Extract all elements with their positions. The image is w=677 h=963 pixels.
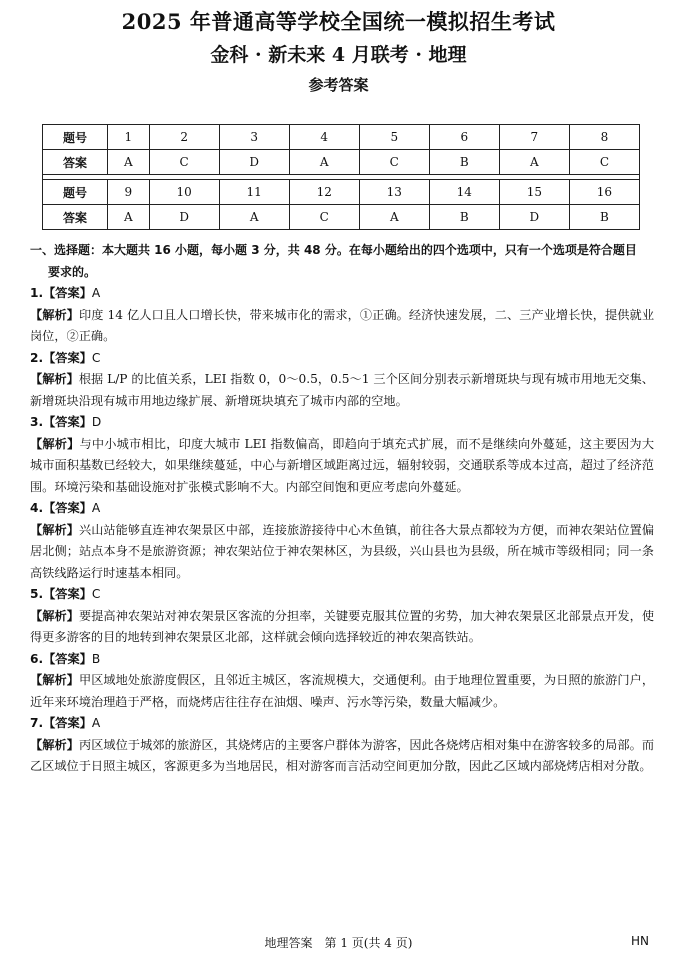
answer-value: D	[91, 415, 102, 429]
answer-tag: 【答案】	[43, 587, 92, 601]
answer-cell: D	[149, 205, 219, 230]
exam-subtitle: 金科 · 新未来 4 月联考 · 地理	[210, 44, 467, 66]
explanation	[30, 735, 654, 778]
exam-title: 2025 年普通高等学校全国统一模拟招生考试	[121, 9, 556, 34]
row-label: 答案	[43, 205, 108, 230]
explanation-text: 兴山站能够直连神农架景区中部，连接旅游接待中心木鱼镇，前往各大景点都较为方便，而神农架站位置偏居北侧；站点本身不是旅游资源；神农架站位于神农架林区，为县级，兴山县也为县级，所在城市等级相同；同一条高铁线路运行时速基本相同。	[30, 522, 655, 580]
answer-cell: A	[219, 205, 289, 230]
row-label: 答案	[43, 150, 108, 175]
answer-cell: C	[149, 150, 219, 175]
answer-key-heading: 参考答案	[308, 76, 369, 94]
question-number: 1	[108, 125, 150, 150]
answer-tag: 【答案】	[43, 286, 92, 300]
answer-line	[30, 713, 654, 735]
question-number: 15	[499, 180, 569, 205]
question-number: 14	[429, 180, 499, 205]
answer-tag: 【答案】	[43, 415, 92, 429]
answer-table	[42, 124, 640, 230]
table-row-numbers-1	[43, 125, 640, 150]
explain-tag: 【解析】	[30, 737, 79, 752]
answer-content	[30, 240, 654, 778]
explain-tag: 【解析】	[30, 436, 80, 451]
row-label: 题号	[43, 125, 108, 150]
answer-tag: 【答案】	[43, 350, 92, 365]
question-number: 9	[108, 180, 150, 205]
answer-cell: D	[499, 205, 569, 230]
answer-cell: D	[219, 150, 289, 175]
question-number: 7	[499, 125, 569, 150]
answer-cell: A	[108, 205, 150, 230]
explain-tag: 【解析】	[30, 608, 79, 623]
item-number: 2.	[30, 350, 44, 365]
answer-cell: A	[499, 150, 569, 175]
answer-cell: B	[429, 205, 499, 230]
table-row-answers-2	[43, 205, 640, 230]
explanation	[30, 305, 654, 348]
explain-tag: 【解析】	[30, 372, 79, 386]
answer-cell: A	[289, 150, 359, 175]
question-number: 11	[219, 180, 289, 205]
answer-value: A	[91, 501, 101, 515]
region-code: HN	[631, 934, 649, 948]
answer-value: A	[91, 716, 101, 730]
row-label: 题号	[43, 180, 108, 205]
answer-cell: B	[569, 205, 639, 230]
question-number: 6	[429, 125, 499, 150]
item-number: 3.	[30, 415, 44, 429]
section-heading	[30, 240, 654, 283]
explanation	[30, 606, 654, 649]
answer-cell: C	[289, 205, 359, 230]
section-heading-text: 一、选择题：本大题共 16 小题，每小题 3 分，共 48 分。在每小题给出的四个选项中，只有一个选项是符合题目	[30, 243, 637, 257]
answer-cell: A	[108, 150, 150, 175]
answer-cell: B	[429, 150, 499, 175]
answer-line	[30, 498, 654, 520]
explain-tag: 【解析】	[30, 522, 79, 537]
answer-line	[30, 412, 654, 434]
table-row-numbers-2	[43, 180, 640, 205]
answer-line	[30, 649, 654, 671]
explanation-text: 丙区域位于城郊的旅游区，其烧烤店的主要客户群体为游客，因此各烧烤店相对集中在游客较多的局部。而乙区域位于日照主城区，客源更多为当地居民，相对游客而言活动空间更加分散，因此乙区域内部烧烤店相对分散。	[30, 737, 655, 773]
answer-cell: C	[359, 150, 429, 175]
answer-tag: 【答案】	[43, 651, 92, 666]
question-number: 3	[219, 125, 289, 150]
explanation	[30, 670, 654, 713]
answer-value: C	[91, 587, 101, 601]
question-number: 12	[289, 180, 359, 205]
item-number: 1.	[30, 286, 44, 300]
answer-tag: 【答案】	[43, 501, 92, 515]
question-number: 2	[149, 125, 219, 150]
answer-value: C	[91, 350, 101, 365]
answer-cell: A	[359, 205, 429, 230]
explanation-text: 根据 L/P 的比值关系，LEI 指数 0，0～0.5，0.5～1 三个区间分别表示新增斑块与现有城市用地无交集、新增斑块沿现有城市用地边缘扩展、新增斑块填充了城市内部的空地。	[30, 372, 654, 408]
question-number: 13	[359, 180, 429, 205]
section-heading-cont: 要求的。	[48, 264, 97, 279]
answer-value: B	[91, 651, 101, 666]
answer-line	[30, 584, 654, 606]
table-row-answers-1	[43, 150, 640, 175]
explain-tag: 【解析】	[30, 673, 79, 687]
item-number: 4.	[30, 501, 44, 515]
item-number: 7.	[30, 716, 44, 730]
answer-line	[30, 348, 654, 370]
explanation	[30, 369, 654, 412]
explanation	[30, 520, 654, 585]
answer-cell: C	[569, 150, 639, 175]
answer-value: A	[91, 286, 101, 300]
explanation-text: 甲区域地处旅游度假区，且邻近主城区，客流规模大，交通便利。由于地理位置重要，为日照的旅游门户，近年来环境治理趋于严格，而烧烤店往往存在油烟、噪声、污水等污染，数量大幅减少。	[30, 673, 655, 709]
item-number: 6.	[30, 651, 44, 666]
question-number: 10	[149, 180, 219, 205]
question-number: 5	[359, 125, 429, 150]
question-number: 8	[569, 125, 639, 150]
answer-line	[30, 283, 654, 305]
explanation-text: 与中小城市相比，印度大城市 LEI 指数偏高，即趋向于填充式扩展，而不是继续向外蔓延，这主要因为大城市面积基数已经较大，如果继续蔓延，中心与新增区域距离过远，辐射较弱，交通联系等成本过高，超过了经济范围。环境污染和基础设施对扩张模式影响不大。内部空间饱和更应考虑向外蔓延。	[30, 436, 654, 494]
page-footer: 地理答案 第 1 页(共 4 页)	[264, 936, 413, 950]
question-number: 4	[289, 125, 359, 150]
question-number: 16	[569, 180, 639, 205]
explanation	[30, 434, 654, 499]
explanation-text: 要提高神农架站对神农架景区客流的分担率，关键要克服其位置的劣势，加大神农架景区北部景点开发，使得更多游客的目的地转到神农架景区北部，这样就会倾向选择较近的神农架高铁站。	[30, 608, 655, 644]
answer-tag: 【答案】	[43, 716, 92, 730]
explanation-text: 印度 14 亿人口且人口增长快，带来城市化的需求，①正确。经济快速发展，二、三产业增长快，提供就业岗位，②正确。	[30, 307, 655, 343]
explain-tag: 【解析】	[30, 307, 80, 322]
item-number: 5.	[30, 587, 44, 601]
